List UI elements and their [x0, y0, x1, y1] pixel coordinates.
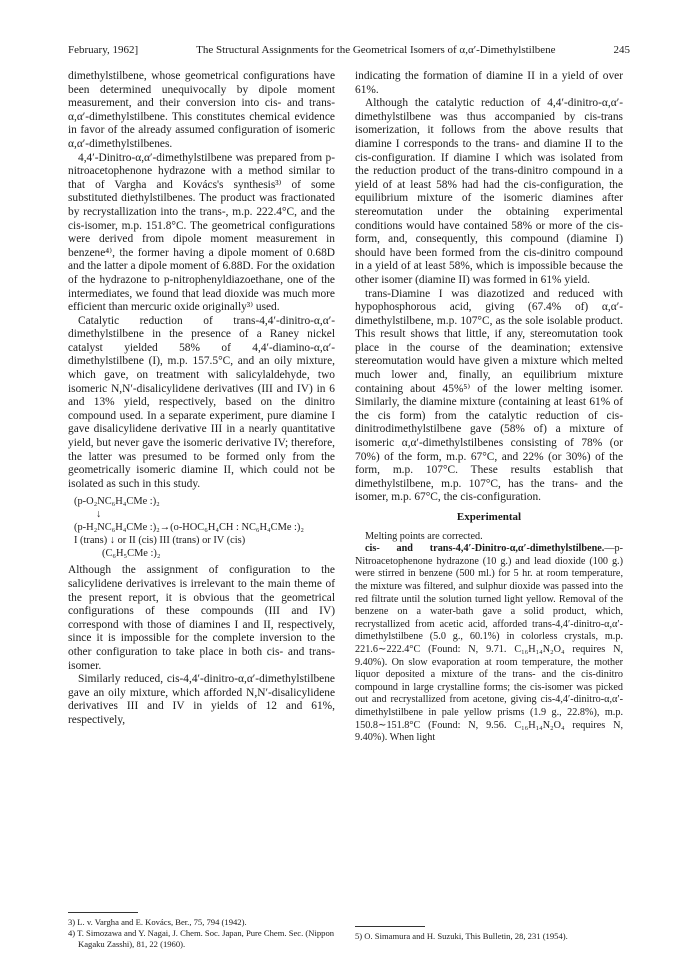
scheme-arrow: ↓	[96, 509, 102, 521]
scheme-line: I (trans) ↓ or II (cis) III (trans) or IV (cis)	[74, 535, 246, 547]
paragraph: dimethylstilbene, whose geometrical configurations have been determined unequivocally by dipole moment measurement, and their conversion into cis- and trans-α,α′-dimethylstilbene. This constitutes chemical evidence in favor of the already assumed configuration of isomeric α,α′-dimethylstilbenes.	[68, 70, 335, 150]
paragraph: indicating the formation of diamine II in a yield of over 61%.	[355, 70, 623, 96]
paragraph: 4,4′-Dinitro-α,α′-dimethylstilbene was prepared from p-nitroacetophenone hydrazone with a method similar to that of Vargha and Kovács's synthesis³⁾ of some substituted diethylstilbenes. The product was fractionated by recrystallization into the trans-, m.p. 222.4°C, and the cis-isomer, m.p. 151.8°C. The geometrical configurations were derived from dipole moment measurement in benzene⁴⁾, the former having a dipole moment of 0.68D and the latter a dipole moment of 6.88D. For the oxidation of the hydrazone to p-nitrophenyldiazoethane, one of the intermediates, we found that lead dioxide was much more efficient than mercuric oxide originally³⁾ used.	[68, 151, 335, 314]
footnote: 3) L. v. Vargha and E. Kovács, Ber., 75, 794 (1942).	[68, 917, 247, 927]
left-column	[68, 70, 335, 728]
left-footnotes	[68, 906, 335, 950]
footnote-divider	[355, 926, 425, 927]
paragraph	[355, 543, 623, 745]
page-number: 245	[613, 44, 630, 56]
footnote: 4) T. Simozawa and Y. Nagai, J. Chem. Soc. Japan, Pure Chem. Sec. (Nippon Kagaku Zasshi), 81, 22 (1960).	[68, 928, 335, 949]
right-column	[355, 70, 623, 745]
right-footnotes	[355, 920, 623, 942]
experimental-section	[355, 531, 623, 745]
header-date: February, 1962]	[68, 44, 139, 56]
scheme-line: (p-H₂NC₆H₄CMe :)₂→(o-HOC₆H₄CH : NC₆H₄CMe :)₂	[74, 522, 305, 534]
section-title: Experimental	[456, 511, 522, 523]
subsection-title: cis- and trans-4,4′-Dinitro-α,α′-dimethylstilbene.	[365, 543, 605, 555]
paragraph: Melting points are corrected.	[365, 530, 483, 542]
header-title: The Structural Assignments for the Geometrical Isomers of α,α′-Dimethylstilbene	[196, 44, 556, 56]
paragraph: trans-Diamine I was diazotized and reduced with hypophosphorous acid, giving (67.4% of) α,α′-dimethylstilbene, m.p. 107°C, as the sole isolable product. This result shows that little, if any, stereomutation took place in the course of the deamination; extensive stereomutation would have given a mixture which melted much lower and, finally, an equilibrium mixture containing about 45%⁵⁾ of the lower melting isomer. Similarly, the diamine mixture (containing at least 61% of the cis form) from the catalytic reduction of cis-dinitrodimethylstilbene gave (58% of) a mixture of isomeric α,α′-dimethylstilbenes consisting of 78% (or 70%) of the form, m.p. 67°C, and 22% (or 30%) of the form, m.p. 107°C. These results establish that dimethylstilbene, m.p. 107°C, has the trans- and the isomer, m.p. 67°C, the cis-configuration.	[355, 287, 623, 504]
scheme-line: (C₆H₅CMe :)₂	[102, 548, 161, 560]
paragraph: Although the catalytic reduction of 4,4′-dinitro-α,α′-dimethylstilbene was thus accompanied by cis-trans isomerization, it follows from the above results that diamine I corresponds to the trans- and diamine II to the cis-configuration. If diamine I which was isolated from the reduction product of the trans-dinitro compound in a yield of at least 58% had had the cis-configuration, the equilibrium mixture of the isomeric diamines after stereomutation under the obtaining experimental conditions would have contained 58% or more of the cis-form, and, consequently, this compound (diamine I) should have been formed from the cis-dinitro compound in a yield of at least 58%, which is impossible because the other isomer (diamine II) was formed in 61% yield.	[355, 97, 623, 286]
running-header	[68, 44, 630, 62]
reaction-scheme	[74, 495, 335, 560]
footnote: 5) O. Simamura and H. Suzuki, This Bulletin, 28, 231 (1954).	[355, 931, 568, 941]
paragraph: Similarly reduced, cis-4,4′-dinitro-α,α′-dimethylstilbene gave an oily mixture, which afforded N,N′-disalicylidene derivatives III and IV in yields of 12 and 61%, respectively,	[68, 673, 335, 726]
footnote-divider	[68, 912, 138, 913]
scheme-line: (p-O₂NC₆H₄CMe :)₂	[74, 496, 160, 508]
paragraph-body: —p-Nitroacetophenone hydrazone (10 g.) and lead dioxide (100 g.) were stirred in benzene (500 ml.) for 5 hr. at room temperature, the mixture was filtered, and sulphur dioxide was passed into the red filtrate until the solution turned light yellow. Removal of the benzene on a water-bath gave a solid product, which, recrystallized from acetic acid, afforded trans-4,4′-dinitro-α,α′-dimethylstilbene (5.0 g., 60.1%) in colorless crystals, m.p. 221.6∼222.4°C (Found: N, 9.71. C₁₆H₁₄N₂O₄ requires N, 9.40%). On slow evaporation at room temperature, the mother liquor deposited a mixture of the trans- and the cis-dinitro compound in large crystalline forms; the cis-isomer was picked out and recrystallized from acetone, giving cis-4,4′-dinitro-α,α′-dimethylstilbene in pale yellow prisms (1.9 g., 22.8%), m.p. 150.8∼151.8°C (Found: N, 9.56. C₁₆H₁₄N₂O₄ requires N, 9.40%). When light	[355, 543, 623, 744]
paragraph: Although the assignment of configuration to the salicylidene derivatives is irrelevant to the main theme of the present report, it is obvious that the geometrical configurations of these compounds (III and IV) correspond with those of diamines I and II, respectively, since it is impossible for the complete inversion to the other configuration to take place in both cis- and trans-isomer.	[68, 564, 335, 672]
paragraph: Catalytic reduction of trans-4,4′-dinitro-α,α′-dimethylstilbene in the presence of a Raney nickel catalyst yielded 58% of 4,4′-diamino-α,α′-dimethylstilbene (I), m.p. 157.5°C, and an oily mixture, which gave, on treatment with salicylaldehyde, two isomeric N,N′-disalicylidene derivatives (III and IV) in 6 and 13% yield, respectively, based on the dinitro compound used. In a separate experiment, pure diamine I gave disalicylidene derivative III in a nearly quantitative yield, but never gave the isomeric derivative IV; therefore, the latter was presumed to be formed only from the geometrically isomeric diamine II, which could not be isolated as such in this study.	[68, 314, 335, 490]
